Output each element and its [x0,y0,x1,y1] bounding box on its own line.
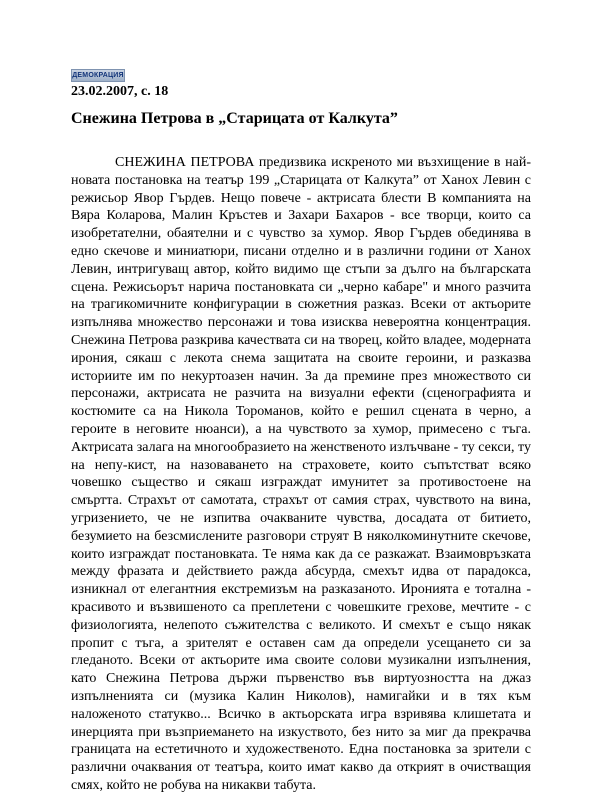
article-body: СНЕЖИНА ПЕТРОВА предизвика искреното ми възхищение в най-новата постановка на театър 199 „Старицата от Калкута” от Ханох Левин с режисьор Явор Гърдев. Нещо повече - актрисата блести В компанията на Вяра Коларова, Малин Кръстев и Захари Бахаров - все творци, които са изобретателни, обаятелни и с чувство за хумор. Явор Гърдев обединява в едно скечове и миниатюри, писани отделно и в различни години от Ханох Левин, интригуващ автор, който видимо ще стъпи за дълго на българската сцена. Режисьорът нарича постановката си „черно кабаре" и много разчита на трагикомичните конфигурации в сюжетния разказ. Всеки от актьорите изпълнява множество персонажи и това изисква невероятна концентрация. Снежина Петрова разкрива качествата си на творец, който владее, модерната ирония, сякаш с лекота снема защитата на своите героини, и разказва историите им по некуртоазен начин. За да премине през множеството си персонажи, актрисата не разчита на визуални ефекти (сценографията и костюмите са на Никола Тороманов, който е решил сцената в черно, а героите в неговите нюанси), а на чувството за хумор, примесено с тъга. Актрисата залага на многообразието на женственото излъчване - ту секси, ту на непу-кист, на назоваването на страховете, които съпътстват всяко човешко същество и сякаш изграждат имунитет за противостоене на смъртта. Страхът от самотата, страхът от самия страх, чувството на вина, угризението, че не изпитва очакваните чувства, досадата от битието, безумието на безсмислените разговори струят В няколкоминутните скечове, които изграждат постановката. Те няма как да се разкажат. Взаимовръзката между фразата и действието ражда абсурда, смехът идва от парадокса, изникнал от елегантния екстремизъм на разказаното. Иронията е тотална - красивото и възвишеното са преплетени с човешките грехове, мечтите - с физиологията, нелепото съжителства с великото. И смехът е също някак пропит с тъга, а зрителят е оставен сам да определи усещането си за гледаното. Всеки от актьорите има своите солови музикални изпълнения, като Снежина Петрова държи първенство във виртуозността на джаз изпълненията си (музика Калин Николов), намигайки и в тях към наложеното статукво... Всичко в актьорската игра взривява клишетата и инерцията при възприемането на изкуството, без нито за миг да прекрачва границата на естетичното и художественото. Една постановка за зрители с различни очаквания от театъра, които имат какво да открият в очистващия смях, който не робува на никакви табута. [71,155,531,793]
dateline: 23.02.2007, с. 18 [71,84,169,99]
article-title: Снежина Петрова в „Старицата от Калкута” [71,110,398,127]
newspaper-logo: ДЕМОКРАЦИЯ [71,69,125,82]
